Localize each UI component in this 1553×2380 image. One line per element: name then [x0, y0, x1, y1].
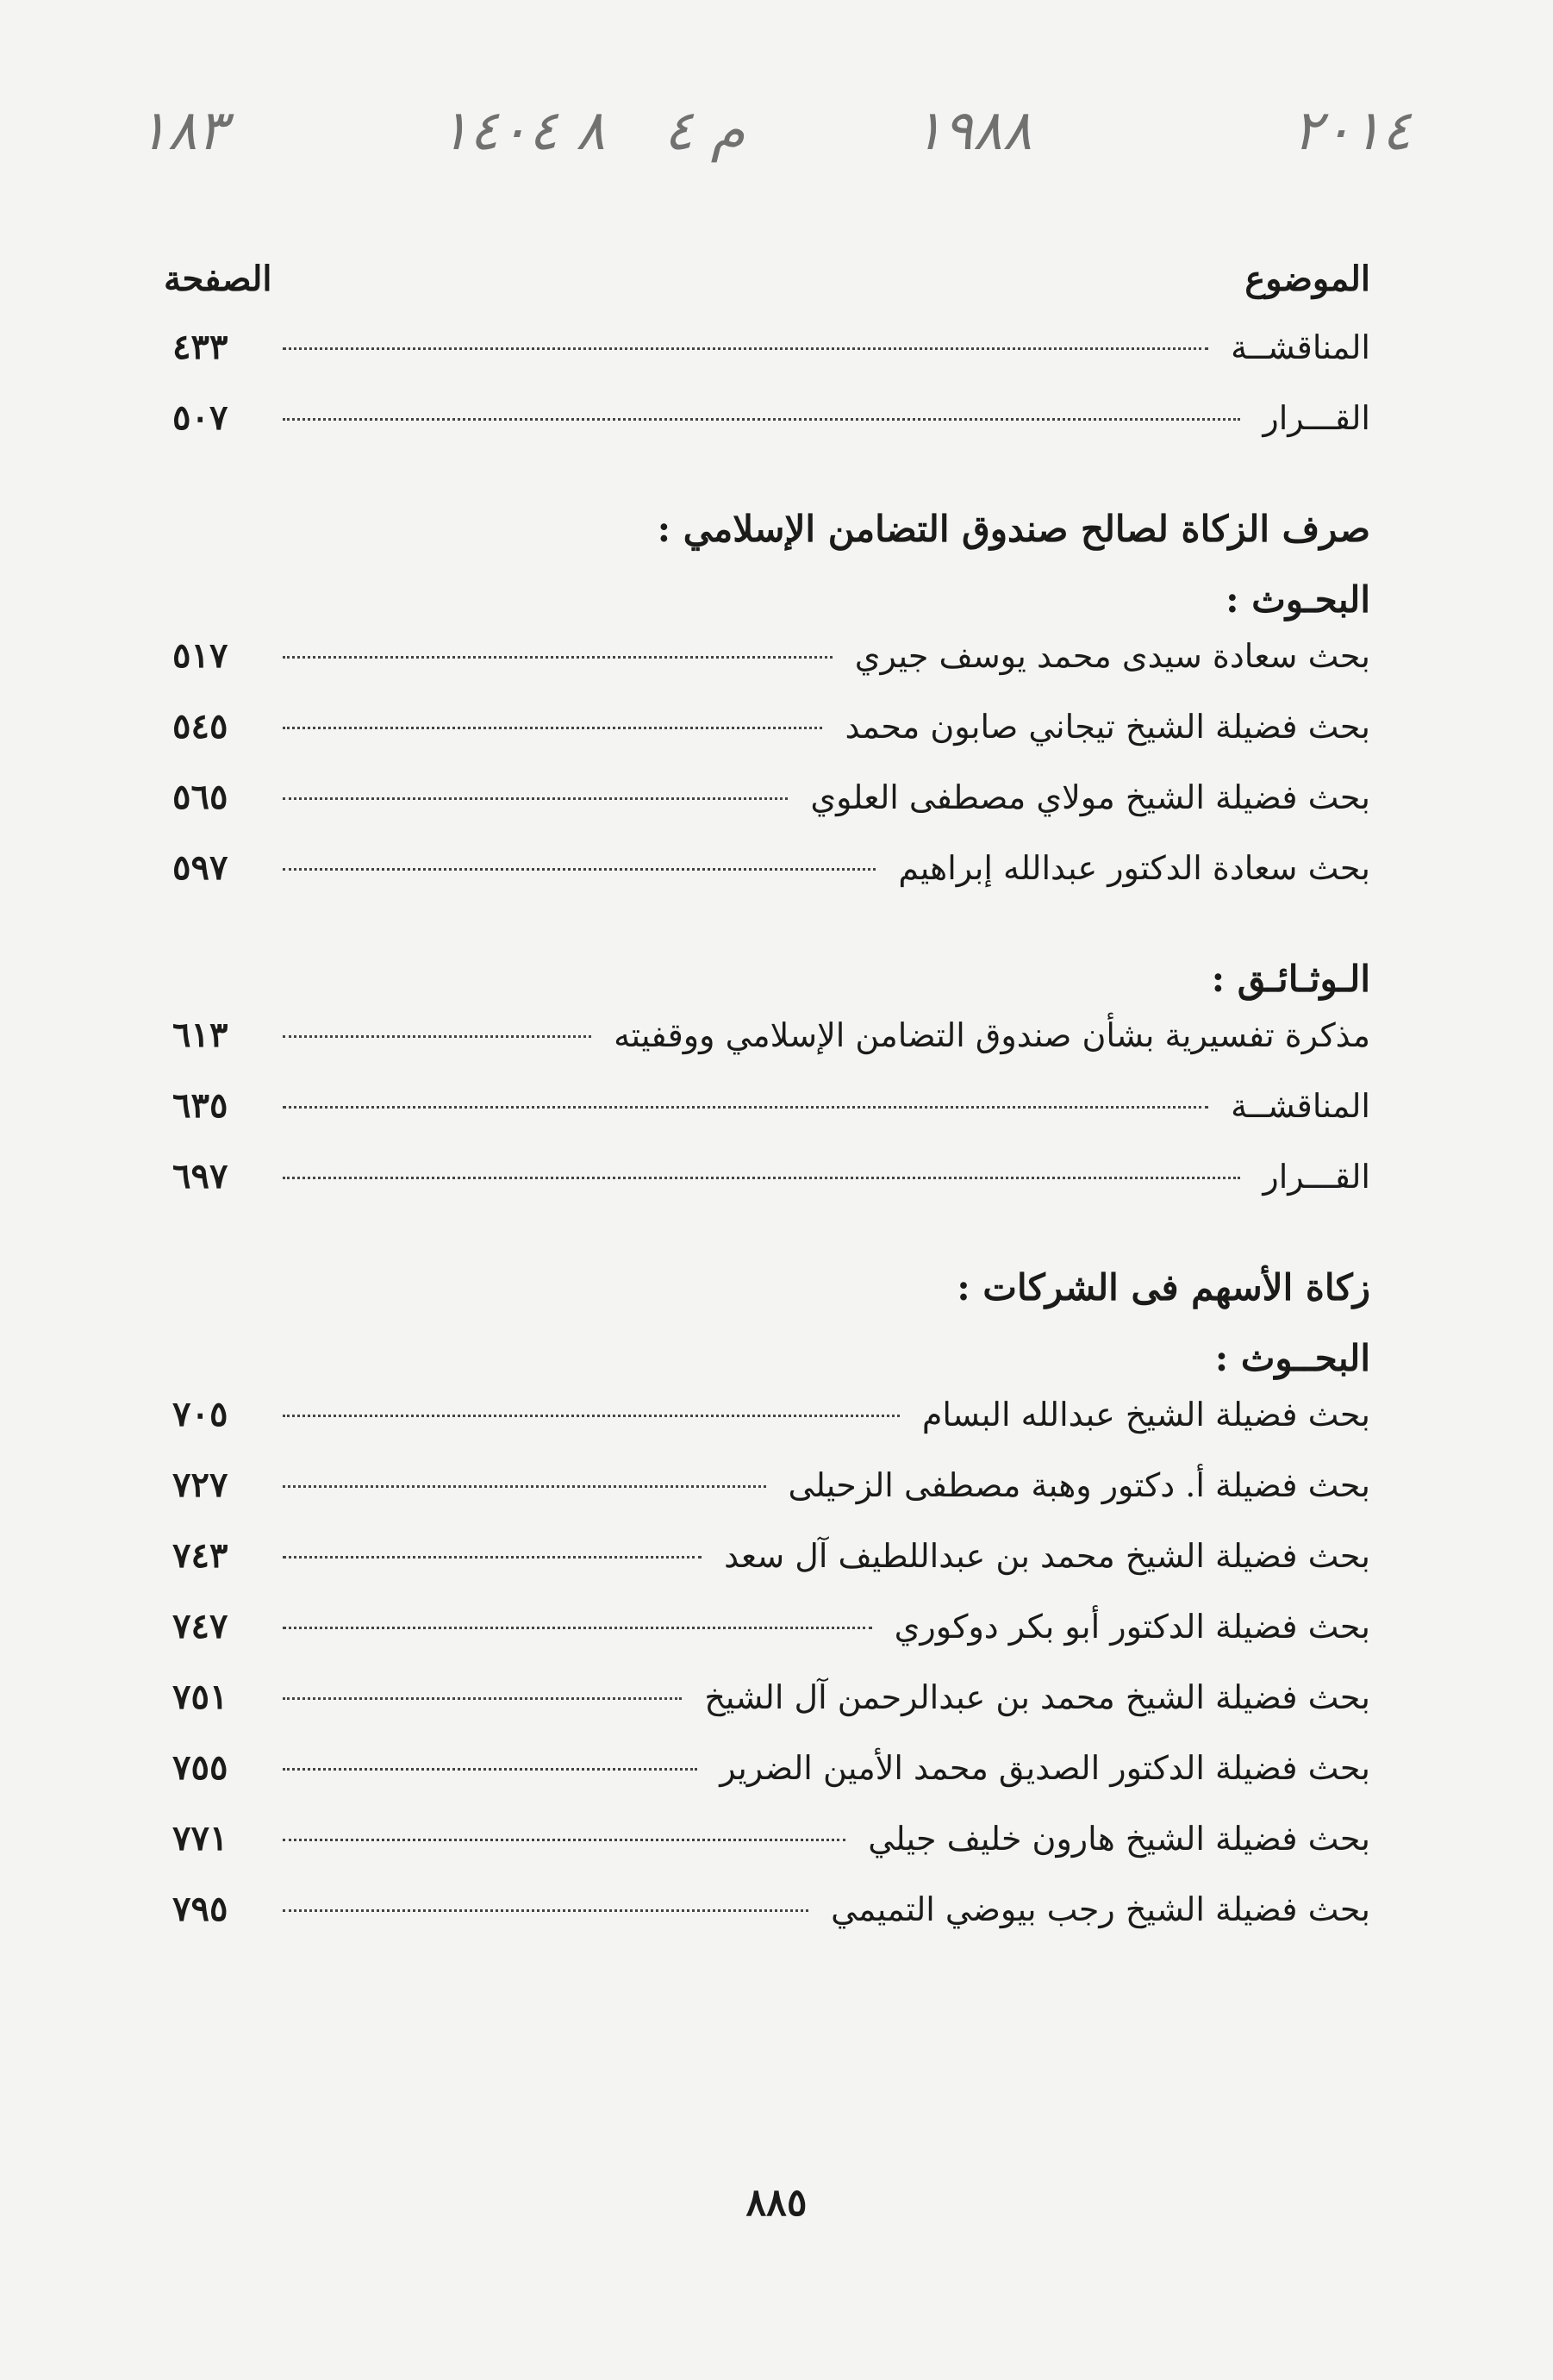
handwritten-part-5: ٢٠١٤	[1293, 99, 1412, 163]
entry-title: بحث فضيلة الشيخ محمد بن عبداللطيف آل سعد	[724, 1537, 1370, 1575]
entry-title: المناقشــة	[1231, 328, 1370, 366]
leader-dots	[283, 656, 833, 659]
entry-page: ٧٥١	[172, 1677, 228, 1717]
entry-page: ٦٩٧	[172, 1156, 228, 1196]
entry-title: بحث فضيلة الدكتور أبو بكر دوكوري	[894, 1608, 1370, 1646]
subject-column-label: الموضوع	[1244, 259, 1370, 299]
leader-dots	[283, 868, 876, 871]
handwritten-annotation	[103, 99, 1448, 194]
entry-page: ٧٥٥	[172, 1747, 228, 1788]
entry-title: بحث فضيلة الشيخ عبدالله البسام	[921, 1396, 1370, 1434]
entry-page: ٧٠٥	[172, 1394, 228, 1434]
entry-page: ٤٣٣	[172, 327, 228, 367]
entry-page: ٥٠٧	[172, 397, 228, 438]
entry-page: ٥٩٧	[172, 847, 228, 888]
entry-page: ٧٩٥	[172, 1889, 228, 1929]
toc-entry	[172, 1535, 1370, 1606]
entry-title: بحث فضيلة الشيخ محمد بن عبدالرحمن آل الشيخ	[704, 1678, 1370, 1716]
toc-entry	[172, 1606, 1370, 1677]
toc-entry	[172, 1394, 1370, 1465]
page-column-label: الصفحة	[164, 259, 272, 299]
section-subtitle: البحـوث :	[1226, 578, 1370, 621]
entry-title: بحث فضيلة الدكتور الصديق محمد الأمين الضرير	[720, 1749, 1370, 1787]
toc-entry	[172, 1677, 1370, 1747]
leader-dots	[283, 1909, 808, 1912]
toc-entry	[172, 1747, 1370, 1818]
handwritten-part-4: ١٩٨٨	[914, 99, 1032, 163]
leader-dots	[283, 1035, 591, 1038]
leader-dots	[283, 727, 822, 729]
leader-dots	[283, 1106, 1208, 1109]
toc-entry	[172, 847, 1370, 918]
section-title: صرف الزكاة لصالح صندوق التضامن الإسلامي :	[657, 508, 1370, 550]
entry-page: ٧٢٧	[172, 1465, 228, 1505]
entry-title: بحث فضيلة أ. دكتور وهبة مصطفى الزحيلى	[788, 1466, 1370, 1504]
page-number: ٨٨٥	[745, 2181, 808, 2225]
toc-entry	[172, 327, 1370, 397]
toc-entry	[172, 1015, 1370, 1085]
entry-page: ٥٦٥	[172, 777, 228, 817]
leader-dots	[283, 1627, 872, 1629]
handwritten-part-3: م ٤	[664, 99, 745, 163]
entry-title: مذكرة تفسيرية بشأن صندوق التضامن الإسلامي ووقفيته	[614, 1016, 1370, 1054]
entry-title: بحث فضيلة الشيخ تيجاني صابون محمد	[845, 708, 1370, 746]
toc-entry	[172, 706, 1370, 777]
toc-entry	[172, 777, 1370, 847]
toc-entry	[172, 1818, 1370, 1889]
entry-title: بحث سعادة الدكتور عبدالله إبراهيم	[898, 849, 1370, 887]
table-of-contents	[164, 259, 1370, 1959]
leader-dots	[283, 1556, 702, 1559]
entry-page: ٧٤٣	[172, 1535, 228, 1576]
toc-header	[164, 259, 1370, 299]
entry-title: المناقشــة	[1231, 1087, 1370, 1125]
leader-dots	[283, 1697, 682, 1700]
entry-page: ٦١٣	[172, 1015, 228, 1055]
toc-entry	[172, 1085, 1370, 1156]
entry-page: ٧٧١	[172, 1818, 228, 1858]
leader-dots	[283, 1415, 900, 1417]
section-title: زكاة الأسهم فى الشركات :	[957, 1266, 1370, 1309]
leader-dots	[283, 347, 1208, 350]
entry-title: القـــرار	[1263, 1158, 1370, 1196]
entry-title: بحث فضيلة الشيخ هارون خليف جيلي	[868, 1820, 1370, 1858]
leader-dots	[283, 797, 788, 800]
entry-page: ٧٤٧	[172, 1606, 228, 1646]
handwritten-part-1: ١٨٣	[138, 99, 228, 163]
entry-title: بحث فضيلة الشيخ مولاي مصطفى العلوي	[810, 778, 1370, 816]
leader-dots	[283, 418, 1240, 421]
toc-entry	[172, 1465, 1370, 1535]
section-subtitle: البحــوث :	[1214, 1337, 1370, 1379]
toc-entry	[172, 1156, 1370, 1227]
entry-page: ٦٣٥	[172, 1085, 228, 1126]
toc-entry	[172, 397, 1370, 468]
entry-title: القـــرار	[1263, 399, 1370, 437]
leader-dots	[283, 1177, 1240, 1179]
toc-entry	[172, 1889, 1370, 1959]
entry-title: بحث فضيلة الشيخ رجب بيوضي التميمي	[831, 1890, 1370, 1928]
toc-entry	[172, 635, 1370, 706]
leader-dots	[283, 1839, 845, 1841]
entry-page: ٥١٧	[172, 635, 228, 676]
leader-dots	[283, 1485, 766, 1488]
leader-dots	[283, 1768, 697, 1771]
section-subtitle: الـوثـائـق :	[1211, 958, 1370, 1000]
entry-page: ٥٤٥	[172, 706, 228, 746]
entry-title: بحث سعادة سيدى محمد يوسف جيري	[854, 637, 1370, 675]
handwritten-part-2: ٨ ١٤٠٤	[440, 99, 606, 163]
